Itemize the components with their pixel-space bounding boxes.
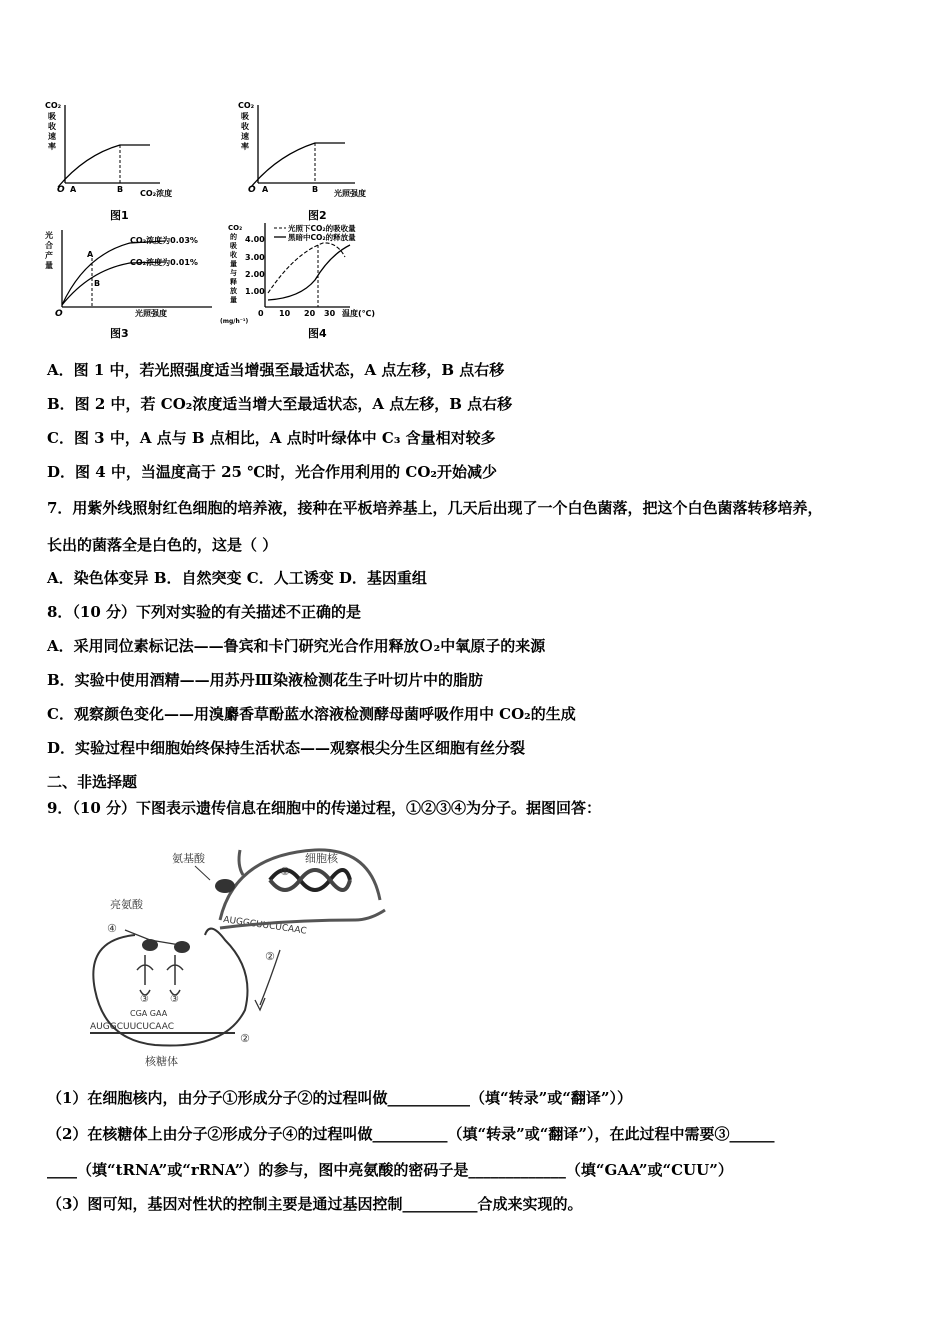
q8-option-b: B．实验中使用酒精——用苏丹Ⅲ染液检测花生子叶切片中的脂肪 bbox=[47, 671, 483, 689]
fig4-xtick-20: 20 bbox=[304, 309, 316, 318]
fig2-caption: 图2 bbox=[308, 209, 327, 222]
fig4-xtick-30: 30 bbox=[324, 309, 336, 318]
fig3-ylabel-3: 量 bbox=[45, 261, 53, 270]
photosynthesis-figures bbox=[40, 95, 400, 340]
fig1-xlabel: CO₂浓度 bbox=[140, 189, 173, 198]
fig4-unit: (mg/h⁻¹) bbox=[220, 318, 249, 325]
q8-stem: 8．（10 分）下列对实验的有关描述不正确的是 bbox=[47, 603, 362, 621]
peptide-bead-2 bbox=[174, 941, 190, 953]
fig4-origin: 0 bbox=[258, 309, 264, 318]
fig4-ytick-1: 1.00 bbox=[245, 287, 265, 296]
fig1-ylabel-3: 速 bbox=[48, 132, 56, 141]
label-2-bottom: ② bbox=[240, 1032, 250, 1045]
fig4-xlabel: 温度(℃) bbox=[342, 309, 375, 318]
fig2-point-a: A bbox=[262, 185, 269, 194]
fig1-ylabel-4: 率 bbox=[48, 142, 56, 151]
fig4-ytick-3: 3.00 bbox=[245, 253, 265, 262]
fig4-legend-light: 光照下CO₂的吸收量 bbox=[288, 224, 356, 233]
amino-acid-label: 氨基酸 bbox=[172, 852, 205, 865]
q6-option-d: D．图 4 中，当温度高于 25 ℃时，光合作用利用的 CO₂开始减少 bbox=[47, 463, 497, 481]
q9-part2-line2: ____（填“tRNA”或“rRNA”）的参与，图中亮氨酸的密码子是_____________（填“GAA”或“CUU”） bbox=[47, 1161, 733, 1179]
q8-option-d: D．实验过程中细胞始终保持生活状态——观察根尖分生区细胞有丝分裂 bbox=[47, 739, 526, 757]
fig4-ylabel-2: 吸 bbox=[230, 242, 237, 250]
figure-4 bbox=[220, 223, 375, 340]
q7-stem-line2: 长出的菌落全是白色的，这是（ ） bbox=[47, 536, 278, 554]
trna-1 bbox=[137, 955, 153, 995]
fig3-ylabel-1: 合 bbox=[45, 241, 53, 250]
membrane-fragment bbox=[239, 850, 243, 875]
label-2-top: ② bbox=[265, 950, 275, 963]
figure-3 bbox=[45, 230, 212, 340]
gene-expression-diagram bbox=[85, 840, 385, 1080]
fig3-xlabel: 光照强度 bbox=[135, 309, 167, 318]
trna-2 bbox=[167, 955, 183, 995]
label-3b: ③ bbox=[170, 994, 179, 1005]
figure-2 bbox=[238, 101, 366, 222]
fig4-legend-dark: 黑暗中CO₂的释放量 bbox=[288, 233, 356, 242]
fig3-curve-high-label: CO₂浓度为0.03% bbox=[130, 236, 198, 245]
q7-options: A．染色体变异 B．自然突变 C．人工诱变 D．基因重组 bbox=[47, 569, 427, 587]
label-1: ① bbox=[280, 865, 290, 878]
fig4-light-curve bbox=[268, 243, 345, 293]
anticodon-sequence: CGA GAA bbox=[130, 1009, 168, 1018]
q6-option-a: A．图 1 中，若光照强度适当增强至最适状态，A 点左移，B 点右移 bbox=[47, 361, 505, 379]
amino-leader bbox=[195, 866, 210, 880]
fig3-curve-low bbox=[62, 262, 165, 305]
q8-option-c: C．观察颜色变化——用溴麝香草酚蓝水溶液检测酵母菌呼吸作用中 CO₂的生成 bbox=[47, 705, 576, 723]
q9-part2-line1: （2）在核糖体上由分子②形成分子④的过程叫做__________（填“转录”或“翻译”），在此过程中需要③______ bbox=[47, 1125, 775, 1143]
fig4-ytick-2: 2.00 bbox=[245, 270, 265, 279]
fig2-origin: O bbox=[248, 185, 256, 195]
mrna-bottom-sequence: AUGGCUUCUCAAC bbox=[90, 1022, 174, 1032]
fig3-curve-low-label: CO₂浓度为0.01% bbox=[130, 258, 198, 267]
fig4-caption: 图4 bbox=[308, 327, 327, 340]
fig3-caption: 图3 bbox=[110, 327, 129, 340]
fig4-ylabel-6: 释 bbox=[230, 278, 237, 286]
fig3-ylabel-2: 产 bbox=[45, 251, 53, 260]
fig2-ylabel-3: 速 bbox=[241, 132, 249, 141]
q9-part1: （1）在细胞核内，由分子①形成分子②的过程叫做___________（填“转录”或“翻译”）） bbox=[47, 1089, 632, 1107]
fig1-ylabel-0: CO₂ bbox=[45, 101, 62, 110]
fig4-ytick-4: 4.00 bbox=[245, 235, 265, 244]
fig4-ylabel-1: 的 bbox=[230, 233, 237, 241]
nucleus-label: 细胞核 bbox=[305, 852, 338, 865]
fig1-caption: 图1 bbox=[110, 209, 129, 222]
fig4-ylabel-3: 收 bbox=[230, 251, 237, 259]
ribosome-label: 核糖体 bbox=[145, 1055, 178, 1068]
fig2-point-b: B bbox=[312, 185, 319, 194]
fig2-curve bbox=[251, 143, 345, 187]
mrna-top-sequence: AUGGCUUCUCAAC bbox=[222, 915, 308, 937]
fig1-curve bbox=[58, 145, 150, 187]
nucleus-membrane bbox=[220, 850, 380, 920]
fig4-dark-curve bbox=[268, 245, 350, 300]
fig1-point-b: B bbox=[117, 185, 124, 194]
section-heading: 二、非选择题 bbox=[47, 773, 138, 791]
fig3-curve-high bbox=[62, 241, 165, 305]
q9-part3: （3）图可知，基因对性状的控制主要是通过基因控制__________合成来实现的。 bbox=[47, 1195, 583, 1213]
q6-option-b: B．图 2 中，若 CO₂浓度适当增大至最适状态，A 点左移，B 点右移 bbox=[47, 395, 513, 413]
fig4-ylabel-7: 放 bbox=[230, 287, 237, 295]
fig3-ylabel-0: 光 bbox=[45, 231, 53, 240]
label-3a: ③ bbox=[140, 994, 149, 1005]
fig4-ylabel-0: CO₂ bbox=[228, 224, 243, 232]
label-4: ④ bbox=[107, 922, 117, 935]
leucine-label: 亮氨酸 bbox=[110, 898, 143, 911]
q7-stem-line1: 7．用紫外线照射红色细胞的培养液，接种在平板培养基上，几天后出现了一个白色菌落，把这个白色菌落转移培养， bbox=[47, 499, 823, 517]
fig3-point-b: B bbox=[94, 279, 101, 288]
fig2-ylabel-2: 收 bbox=[241, 122, 249, 131]
fig2-ylabel-1: 吸 bbox=[241, 112, 249, 121]
amino-acid-molecule bbox=[215, 879, 235, 893]
fig3-point-a: A bbox=[87, 250, 94, 259]
q8-option-a: A．采用同位素标记法——鲁宾和卡门研究光合作用释放Ｏ₂中氧原子的来源 bbox=[47, 637, 546, 655]
fig4-xtick-10: 10 bbox=[279, 309, 291, 318]
q6-option-c: C．图 3 中，A 点与 B 点相比，A 点时叶绿体中 C₃ 含量相对较多 bbox=[47, 429, 496, 447]
fig1-origin: O bbox=[57, 185, 65, 195]
figure-1 bbox=[45, 101, 172, 222]
fig1-ylabel-2: 收 bbox=[48, 122, 56, 131]
fig2-ylabel-0: CO₂ bbox=[238, 101, 255, 110]
fig4-ylabel-8: 量 bbox=[230, 296, 237, 304]
fig4-ylabel-4: 量 bbox=[230, 260, 237, 268]
fig1-point-a: A bbox=[70, 185, 77, 194]
peptide-bead-1 bbox=[142, 939, 158, 951]
fig1-ylabel-1: 吸 bbox=[48, 112, 56, 121]
fig4-ylabel-5: 与 bbox=[230, 269, 237, 277]
q9-stem: 9．（10 分）下图表示遗传信息在细胞中的传递过程，①②③④为分子。据图回答： bbox=[47, 799, 602, 817]
fig2-ylabel-4: 率 bbox=[241, 142, 249, 151]
fig3-origin: O bbox=[55, 309, 63, 319]
fig2-xlabel: 光照强度 bbox=[334, 189, 366, 198]
